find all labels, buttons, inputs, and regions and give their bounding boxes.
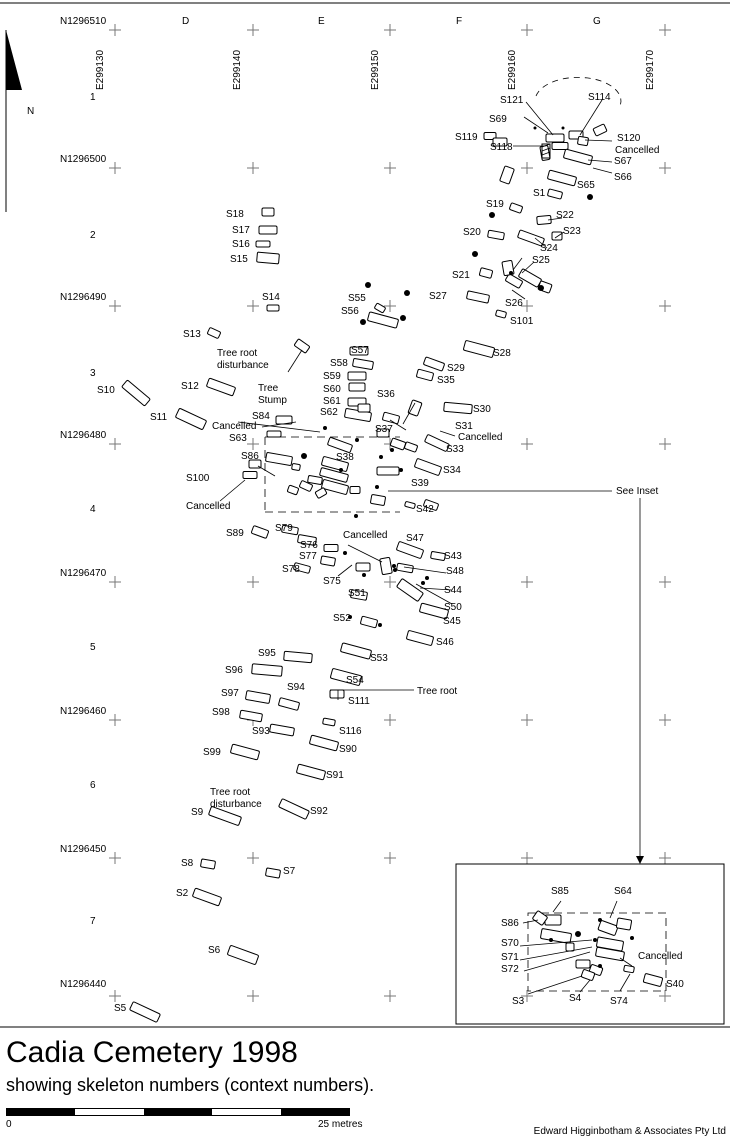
grave-marker <box>472 251 478 257</box>
grave-outline <box>509 203 523 214</box>
grave-outline <box>405 501 416 508</box>
skeleton-label: S54 <box>346 675 364 686</box>
skeleton-label: S29 <box>447 363 465 374</box>
grave-outline <box>252 664 283 677</box>
grave-marker <box>630 936 634 940</box>
grave-marker <box>301 453 307 459</box>
label-leader-line <box>348 545 382 562</box>
northing-label: N1296480 <box>60 430 107 441</box>
grave-marker <box>343 551 347 555</box>
skeleton-label: S7 <box>283 866 296 877</box>
skeleton-label: S6 <box>208 945 221 956</box>
skeleton-label: S60 <box>323 384 341 395</box>
grave-outline <box>265 868 280 878</box>
label-leader-line <box>580 980 590 992</box>
grid-row-number: 6 <box>90 780 96 791</box>
skeleton-label: S5 <box>114 1003 127 1014</box>
skeleton-label: S67 <box>614 156 632 167</box>
skeleton-label: S27 <box>429 291 447 302</box>
skeleton-label: S53 <box>370 653 388 664</box>
tree-root-disturbance-note <box>210 787 262 810</box>
cancelled-note-line: Cancelled <box>343 530 388 541</box>
grave-outline <box>349 383 365 391</box>
see-inset-note-line: See Inset <box>616 486 659 497</box>
grave-marker <box>379 455 383 459</box>
grave-outline <box>593 124 607 136</box>
grave-outline <box>540 928 571 943</box>
skeleton-label: S96 <box>225 665 243 676</box>
skeleton-label: S111 <box>348 696 370 707</box>
label-leader-line <box>620 974 630 991</box>
north-arrow-label: N <box>27 106 35 117</box>
grave-outline <box>406 630 433 645</box>
skeleton-label: S92 <box>310 806 328 817</box>
skeleton-label: S120 <box>617 133 641 144</box>
grave-outline <box>309 735 338 751</box>
tree-root-disturbance-note-line: Tree root <box>217 348 258 359</box>
grave-marker <box>339 468 343 472</box>
scale-bar <box>6 1108 350 1116</box>
skeleton-label: S52 <box>333 613 351 624</box>
grave-marker <box>509 271 513 275</box>
grave-outline <box>292 463 301 470</box>
grave-outline <box>377 467 399 475</box>
skeleton-label: S31 <box>455 421 473 432</box>
skeleton-label: S42 <box>416 504 434 515</box>
label-leader-line <box>620 958 632 966</box>
grave-outline <box>294 339 310 354</box>
skeleton-label: S2 <box>176 888 189 899</box>
skeleton-label: S78 <box>282 564 300 575</box>
skeleton-label: S48 <box>446 566 464 577</box>
grave-marker <box>393 568 397 572</box>
grid-row-number: 5 <box>90 642 96 653</box>
skeleton-label: S23 <box>563 226 581 237</box>
grave-outline <box>307 475 322 484</box>
skeleton-label: S22 <box>556 210 574 221</box>
grave-marker <box>421 581 425 585</box>
grave-outline <box>350 487 360 494</box>
skeleton-label: S37 <box>375 424 393 435</box>
grave-outline <box>414 458 442 475</box>
grave-outline <box>175 408 206 430</box>
grave-outline <box>327 437 352 453</box>
arrowhead-icon <box>636 856 644 864</box>
skeleton-label: S70 <box>501 938 519 949</box>
tree-root-disturbance-note <box>217 348 269 371</box>
skeleton-label: S33 <box>446 444 464 455</box>
skeleton-label: S71 <box>501 952 519 963</box>
grave-outline <box>546 134 564 142</box>
grave-outline <box>479 268 493 279</box>
grave-marker <box>534 127 537 130</box>
grave-outline <box>269 724 294 736</box>
cancelled-note-line: Cancelled <box>615 145 660 156</box>
grave-outline <box>495 310 506 318</box>
grave-outline <box>243 472 257 479</box>
easting-label: E299160 <box>507 49 518 90</box>
grave-outline <box>239 710 262 722</box>
label-leader-line <box>258 466 275 476</box>
label-leader-line <box>593 168 612 173</box>
grave-marker <box>489 212 495 218</box>
skeleton-label: S30 <box>473 404 491 415</box>
scale-start-label: 0 <box>6 1119 12 1130</box>
grave-marker <box>390 448 394 452</box>
skeleton-label: S58 <box>330 358 348 369</box>
grave-outline <box>330 690 344 698</box>
skeleton-label: S121 <box>500 95 524 106</box>
grave-outline <box>207 327 221 338</box>
grave-outline <box>380 557 393 574</box>
grid-row-number: 1 <box>90 92 96 103</box>
grave-outline <box>324 545 338 552</box>
north-arrow-icon <box>6 30 22 90</box>
northing-label: N1296460 <box>60 706 107 717</box>
tree-root-disturbance-note-line: Tree root <box>210 787 251 798</box>
grave-outline <box>360 616 378 628</box>
skeleton-label: S34 <box>443 465 461 476</box>
grave-outline <box>408 400 422 417</box>
grave-marker <box>375 485 379 489</box>
skeleton-label: S93 <box>252 726 270 737</box>
grave-outline <box>230 744 259 760</box>
easting-label: E299130 <box>95 49 106 90</box>
skeleton-label: S19 <box>486 199 504 210</box>
grave-outline <box>444 402 473 413</box>
grave-outline <box>545 915 561 925</box>
grave-marker <box>593 938 597 942</box>
skeleton-label: S116 <box>339 726 362 737</box>
skeleton-label: S1 <box>533 188 546 199</box>
grave-outline <box>576 960 590 968</box>
label-leader-line <box>585 140 612 141</box>
grave-outline <box>267 305 279 311</box>
skeleton-label: S85 <box>551 886 569 897</box>
grave-marker <box>392 564 396 568</box>
skeleton-label: S36 <box>377 389 395 400</box>
grave-outline <box>577 136 588 146</box>
skeleton-label: S26 <box>505 298 523 309</box>
cancelled-note-line: Cancelled <box>212 421 257 432</box>
grave-marker <box>404 290 410 296</box>
skeleton-label: S77 <box>299 551 317 562</box>
grave-outline <box>488 230 505 240</box>
cancelled-note-line: Cancelled <box>638 951 683 962</box>
skeleton-label: S12 <box>181 381 199 392</box>
see-inset-note <box>616 486 658 497</box>
grave-outline <box>130 1002 161 1023</box>
northing-label: N1296490 <box>60 292 107 303</box>
skeleton-label: S46 <box>436 637 454 648</box>
skeleton-label: S118 <box>490 142 513 153</box>
grave-marker <box>400 315 406 321</box>
cancelled-note <box>186 501 230 512</box>
grave-outline <box>404 442 418 453</box>
label-leader-line <box>338 565 352 576</box>
grave-outline <box>547 170 576 186</box>
skeleton-label: S13 <box>183 329 201 340</box>
skeleton-label: S84 <box>252 411 270 422</box>
label-leader-line <box>553 901 561 912</box>
grave-outline <box>598 920 618 936</box>
skeleton-label: S14 <box>262 292 280 303</box>
grid-column-letter: D <box>182 16 190 27</box>
grave-outline <box>643 973 663 986</box>
grave-marker <box>425 576 429 580</box>
grave-outline <box>206 378 235 396</box>
northing-label: N1296450 <box>60 844 107 855</box>
tree-stump-note-line: Tree <box>258 383 279 394</box>
grave-marker <box>354 514 358 518</box>
grave-marker <box>378 623 382 627</box>
skeleton-label: S74 <box>610 996 628 1007</box>
northing-label: N1296510 <box>60 16 107 27</box>
map-credit: Edward Higginbotham & Associates Pty Ltd <box>533 1126 726 1137</box>
skeleton-label: S15 <box>230 254 248 265</box>
skeleton-label: S59 <box>323 371 341 382</box>
grave-outline <box>245 690 270 703</box>
skeleton-label: S95 <box>258 648 276 659</box>
grave-marker <box>323 426 327 430</box>
grave-outline <box>192 888 221 906</box>
tree-root-note-line: Tree root <box>417 686 458 697</box>
skeleton-label: S11 <box>150 412 168 423</box>
grave-outline <box>352 358 373 369</box>
tree-root-disturbance-note-line: disturbance <box>210 799 262 810</box>
skeleton-label: S91 <box>326 770 344 781</box>
skeleton-label: S18 <box>226 209 244 220</box>
map-title: Cadia Cemetery 1998 <box>6 1036 298 1069</box>
skeleton-label: S76 <box>300 540 318 551</box>
skeleton-label: S65 <box>577 180 595 191</box>
label-leader-line <box>440 431 455 436</box>
skeleton-label: S89 <box>226 528 244 539</box>
grave-outline <box>122 380 151 406</box>
skeleton-label: S3 <box>512 996 525 1007</box>
skeleton-label: S57 <box>351 345 369 356</box>
skeleton-label: S101 <box>510 316 534 327</box>
tree-root-note <box>417 686 457 697</box>
grave-outline <box>320 556 335 566</box>
grid-row-number: 4 <box>90 504 96 515</box>
grave-marker <box>355 438 359 442</box>
skeleton-label: S44 <box>444 585 462 596</box>
grid-column-letter: E <box>318 16 325 27</box>
grave-outline <box>278 698 299 711</box>
grave-outline <box>251 526 269 539</box>
easting-label: E299150 <box>370 49 381 90</box>
cancelled-note <box>458 432 502 443</box>
label-leader-line <box>520 947 592 960</box>
label-leader-line <box>220 480 245 501</box>
cancelled-note-line: Cancelled <box>186 501 231 512</box>
skeleton-label: S94 <box>287 682 305 693</box>
northing-label: N1296440 <box>60 979 107 990</box>
grave-outline <box>463 340 495 357</box>
tree-root-disturbance-note-line: disturbance <box>217 360 269 371</box>
grave-marker <box>587 194 593 200</box>
grave-outline <box>262 208 274 216</box>
grave-outline <box>416 369 434 381</box>
grave-outline <box>563 149 592 165</box>
skeleton-label: S72 <box>501 964 519 975</box>
label-leader-line <box>288 350 302 372</box>
label-leader-line <box>513 258 522 270</box>
skeleton-label: S45 <box>443 616 461 627</box>
cancelled-note <box>343 530 387 541</box>
easting-label: E299170 <box>645 49 656 90</box>
skeleton-label: S9 <box>191 807 204 818</box>
skeleton-label: S25 <box>532 255 550 266</box>
skeleton-label: S47 <box>406 533 424 544</box>
grave-outline <box>370 494 385 505</box>
skeleton-label: S38 <box>336 452 354 463</box>
grave-marker <box>598 918 602 922</box>
cancelled-note-line: Cancelled <box>458 432 503 443</box>
cancelled-note <box>638 951 682 962</box>
grave-outline <box>624 965 635 973</box>
grave-outline <box>382 412 400 424</box>
skeleton-label: S21 <box>452 270 470 281</box>
skeleton-label: S75 <box>323 576 341 587</box>
grave-outline <box>340 643 371 659</box>
grave-outline <box>423 357 445 371</box>
skeleton-label: S79 <box>275 523 293 534</box>
skeleton-label: S10 <box>97 385 115 396</box>
grave-outline <box>348 372 366 380</box>
grave-outline <box>267 431 281 437</box>
skeleton-label: S50 <box>444 602 462 613</box>
skeleton-label: S63 <box>229 433 247 444</box>
skeleton-label: S39 <box>411 478 429 489</box>
skeleton-label: S66 <box>614 172 632 183</box>
grave-outline <box>566 943 574 951</box>
grave-outline <box>547 189 562 199</box>
skeleton-label: S86 <box>501 918 519 929</box>
northing-label: N1296470 <box>60 568 107 579</box>
grave-marker <box>549 938 553 942</box>
skeleton-label: S17 <box>232 225 250 236</box>
skeleton-label: S119 <box>455 132 478 143</box>
grave-outline <box>374 303 386 313</box>
skeleton-label: S69 <box>489 114 507 125</box>
grave-marker <box>360 319 366 325</box>
skeleton-label: S97 <box>221 688 239 699</box>
grave-outline <box>518 269 542 288</box>
tree-stump-note-line: Stump <box>258 395 287 406</box>
grave-marker <box>362 573 366 577</box>
grid-row-number: 3 <box>90 368 96 379</box>
grave-outline <box>367 312 398 328</box>
grid-row-number: 2 <box>90 230 96 241</box>
grave-outline <box>396 578 423 601</box>
skeleton-label: S86 <box>241 451 259 462</box>
grave-outline <box>358 404 370 412</box>
grave-outline <box>552 143 568 150</box>
label-leader-line <box>610 901 617 918</box>
grave-outline <box>466 291 489 303</box>
skeleton-label: S55 <box>348 293 366 304</box>
grave-marker <box>365 282 371 288</box>
skeleton-label: S51 <box>348 588 366 599</box>
scale-end-label: 25 metres <box>318 1119 363 1130</box>
grid-column-letter: G <box>593 16 601 27</box>
label-leader-line <box>526 102 553 135</box>
skeleton-label: S62 <box>320 407 338 418</box>
skeleton-label: S114 <box>588 92 611 103</box>
grave-outline <box>296 764 325 780</box>
grave-outline <box>279 799 310 820</box>
skeleton-label: S8 <box>181 858 194 869</box>
skeleton-label: S24 <box>540 243 558 254</box>
grave-outline <box>500 166 515 184</box>
skeleton-label: S56 <box>341 306 359 317</box>
skeleton-label: S20 <box>463 227 481 238</box>
grave-outline <box>552 232 562 240</box>
grave-outline <box>284 651 313 662</box>
skeleton-label: S100 <box>186 473 210 484</box>
skeleton-label: S35 <box>437 375 455 386</box>
grave-marker <box>562 127 565 130</box>
grave-outline <box>356 563 370 571</box>
skeleton-label: S4 <box>569 993 582 1004</box>
skeleton-label: S43 <box>444 551 462 562</box>
grave-outline <box>259 226 277 234</box>
grave-outline <box>287 485 299 495</box>
cancelled-note <box>212 421 256 432</box>
cancelled-note <box>615 145 659 156</box>
grave-marker <box>399 468 403 472</box>
grave-outline <box>256 241 270 247</box>
grave-outline <box>227 945 259 965</box>
grave-outline <box>257 252 280 264</box>
northing-label: N1296500 <box>60 154 107 165</box>
skeleton-label: S16 <box>232 239 250 250</box>
inset-frame <box>456 864 724 1024</box>
grave-outline <box>323 718 336 726</box>
skeleton-label: S61 <box>323 396 341 407</box>
grave-marker <box>538 285 544 291</box>
grave-outline <box>200 859 215 869</box>
skeleton-label: S28 <box>493 348 511 359</box>
grid-row-number: 7 <box>90 916 96 927</box>
grave-marker <box>575 931 581 937</box>
tree-stump-note <box>258 383 287 406</box>
skeleton-label: S90 <box>339 744 357 755</box>
grave-outline <box>616 918 632 930</box>
skeleton-label: S64 <box>614 886 632 897</box>
skeleton-label: S99 <box>203 747 221 758</box>
easting-label: E299140 <box>232 49 243 90</box>
grid-column-letter: F <box>456 16 463 27</box>
skeleton-label: S40 <box>666 979 684 990</box>
map-subtitle: showing skeleton numbers (context numbers). <box>6 1075 375 1095</box>
grave-marker <box>598 964 602 968</box>
grave-outline <box>265 452 292 465</box>
skeleton-label: S98 <box>212 707 230 718</box>
